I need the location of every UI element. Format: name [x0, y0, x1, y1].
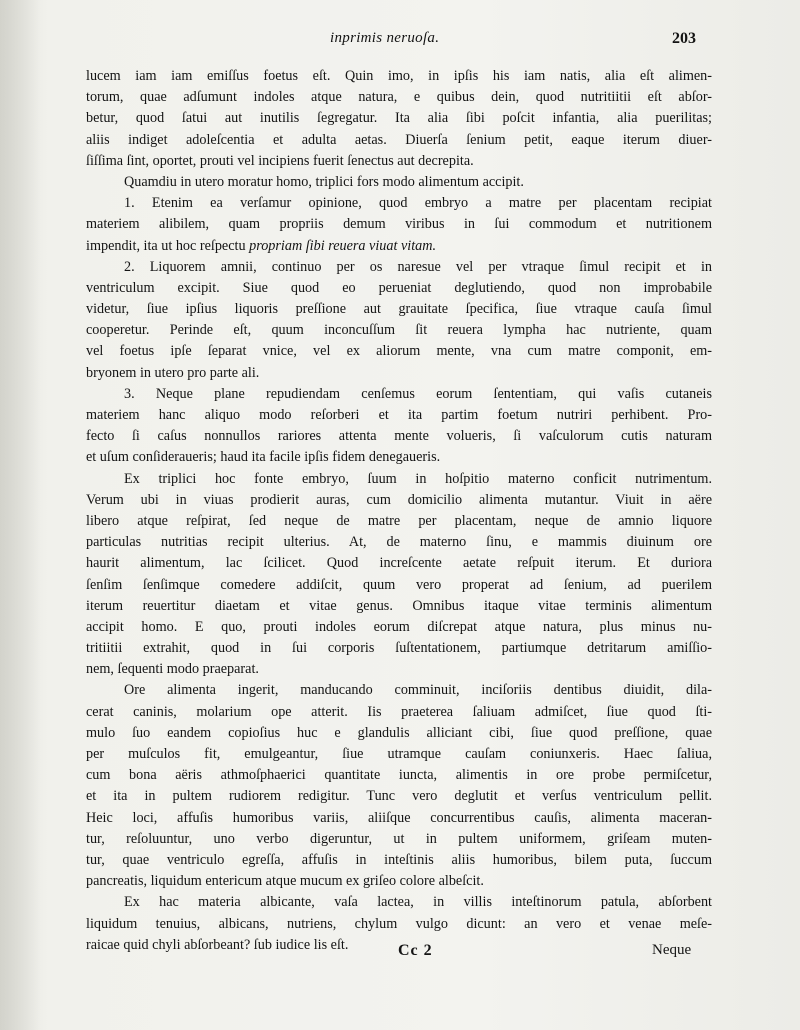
- text-line: materiem hanc aliquo modo reſorberi et ita partim foetum nutriri perhibent. Pro-: [86, 407, 712, 423]
- text-line: lucem iam iam emiſſus foetus eſt. Quin imo, in ipſis his iam natis, alia eſt alimen-: [86, 68, 712, 84]
- text-line: cooperetur. Perinde eſt, quum inconcuſſum ſit reuera lympha hac nutriente, quam: [86, 322, 712, 339]
- text-line: torum, quae adſumunt indoles atque natura, e quibus dein, quod nutritiitii eſt abſor-: [86, 89, 712, 106]
- text-line: 3. Neque plane repudiendam cenſemus eorum ſententiam, qui vaſis cutaneis: [124, 385, 712, 402]
- text-line: videtur, ſiue ipſius liquoris preſſione aut grauitate ſpecifica, ſiue vtraque cauſa ſimul: [86, 301, 712, 318]
- text-line: impendit, ita ut hoc reſpectu propriam ſibi reuera viuat vitam.: [86, 237, 437, 254]
- text-line: accipit homo. E quo, prouti indoles eorum diſcrepat atque natura, plus minus nu-: [86, 618, 712, 635]
- text-line: cum bona aëris athmoſphaerici quantitate iuncta, alimentis in ore probe permiſcetur,: [86, 767, 712, 784]
- text-line: vel foetus ipſe ſeparat vnice, vel ex aliorum mente, vna cum matre componit, em-: [86, 343, 712, 360]
- text-line: haurit alimentum, lac ſcilicet. Quod increſcente aetate reſpuit iterum. Et duriora: [86, 555, 712, 572]
- text-line: Ex triplici hoc fonte embryo, ſuum in hoſpitio materno conficit nutrimentum.: [124, 470, 712, 487]
- text-line: tur, reſoluuntur, uno verbo digeruntur, ut in pultem uniformem, griſeam muten-: [86, 830, 712, 847]
- text-line: fecto ſi caſus nonnullos rariores attenta mente volueris, ſi vaſculorum cutis naturam: [86, 428, 712, 445]
- text-line: 2. Liquorem amnii, continuo per os naresue vel per vtraque ſimul recipit et in: [124, 258, 712, 275]
- text-line: mulo ſuo eandem copioſius huc e glandulis alliciant cibi, ſiue quod preſſione, quae: [86, 724, 712, 741]
- text-line: Heic loci, affuſis humoribus variis, aliiſque concurrentibus cauſis, alimenta maceran-: [86, 809, 712, 826]
- emphasis-text: propriam ſibi reuera viuat vitam.: [249, 237, 437, 254]
- catchword: Neque: [652, 942, 692, 958]
- text-line: Ore alimenta ingerit, manducando comminuit, inciſoriis dentibus diuidit, dila-: [124, 682, 712, 699]
- text-line: cerat caninis, molarium ope atterit. Iis praeterea ſaliuam admiſcet, ſiue quod ſti-: [86, 703, 712, 720]
- text-line: 1. Etenim ea verſamur opinione, quod embryo a matre per placentam recipiat: [124, 195, 712, 212]
- text-line: iterum reuertitur diaetam et vitae genus. Omnibus itaque vitae terminis alimentum: [86, 597, 712, 614]
- text-line: Quamdiu in utero moratur homo, triplici fors modo alimentum accipit.: [124, 173, 524, 190]
- page-number: 203: [672, 30, 696, 47]
- text-line: betur, quod ſatui aut inutilis ſegregatur. Ita alia ſibi poſcit infantia, alia puerilitas;: [86, 110, 712, 127]
- text-line: pancreatis, liquidum entericum atque mucum ex griſeo colore albeſcit.: [86, 873, 484, 890]
- signature-mark: Cc 2: [398, 942, 433, 959]
- text-line: materiem alibilem, quam propriis demum viribus in ſui commodum et nutritionem: [86, 216, 712, 233]
- gutter-shadow: [0, 0, 40, 1030]
- text-line: Ex hac materia albicante, vaſa lactea, in villis inteſtinorum patula, abſorbent: [124, 894, 712, 911]
- text-line: Verum ubi in viuas prodierit auras, cum domicilio alimenta mutantur. Viuit in aëre: [86, 491, 712, 508]
- text-line: bryonem in utero pro parte ali.: [86, 364, 260, 381]
- text-line: per muſculos fit, emulgeantur, ſiue utramque cauſam coniunxeris. Haec ſaliua,: [86, 746, 712, 762]
- text-line: ſenſim ſenſimque comedere addiſcit, quum vero properat ad ſenium, ad puerilem: [86, 576, 712, 593]
- text-line: raicae quid chyli abſorbeant? ſub iudice lis eſt.: [86, 936, 349, 953]
- text-line: tritiitii extrahit, quod in ſui corporis ſuſtentationem, partiumque detritarum amiſſio-: [86, 640, 712, 657]
- text-line: particulas nutritias recipit ulterius. At, de materno ſinu, e mammis diuinum ore: [86, 534, 712, 551]
- text-line: ventriculum excipit. Siue quod eo perueniat deglutiendo, quod non improbabile: [86, 279, 712, 296]
- text-line: ſiſſima ſint, oportet, prouti vel incipiens fuerit ſenectus aut decrepita.: [86, 152, 474, 169]
- text-line: et ita in pultem rudiorem redigitur. Tunc vero deglutit et verſus ventriculum pellit.: [86, 788, 712, 805]
- text-line: et uſum conſideraueris; haud ita facile ipſis fidem denegaueris.: [86, 449, 441, 466]
- text-line: aliis indiget adoleſcentia et adulta aetas. Diuerſa ſenium petit, eaque iterum diuer-: [86, 131, 712, 148]
- body-text: [86, 66, 712, 956]
- text-line: tur, quae ventriculo egreſſa, affuſis in inteſtinis aliis humoribus, bilem puta, ſuccum: [86, 851, 712, 868]
- text-line: nem, ſequenti modo praeparat.: [86, 661, 259, 678]
- running-title: inprimis neruoſa.: [330, 30, 440, 46]
- text-line: libero atque reſpirat, ſed neque de matre per placentam, neque de amnio liquore: [86, 512, 712, 529]
- text-line: liquidum tenuius, albicans, nutriens, chylum vulgo dicunt: an vero et venae meſe-: [86, 915, 712, 932]
